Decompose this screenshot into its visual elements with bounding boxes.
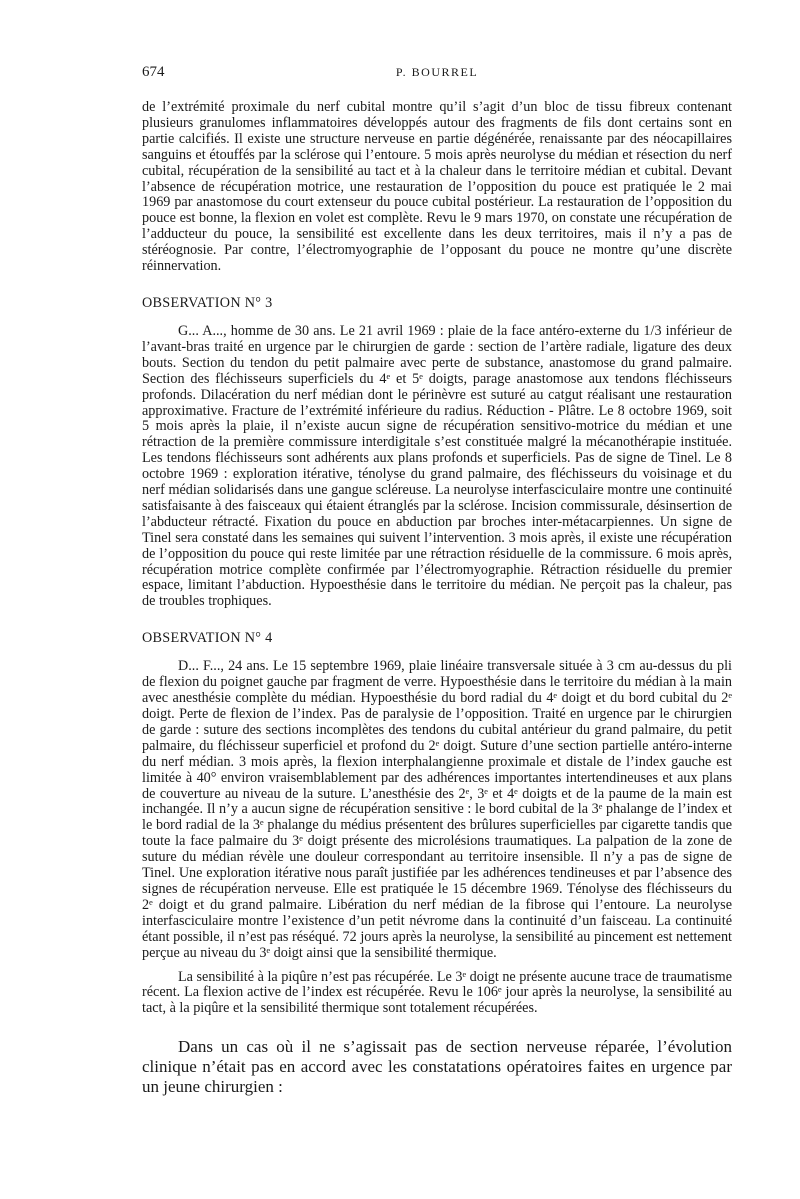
observation-3-heading: OBSERVATION N° 3 — [142, 294, 273, 311]
document-page — [142, 64, 732, 1097]
observation-4-paragraph-1: D... F..., 24 ans. Le 15 septembre 1969, plaie linéaire transversale située à 3 cm au-dessus du pli de flexion du poignet gauche par fragment de verre. Hypoesthésie dans le territoire du médian à la main avec anesthésie complète du médian. Hypoesthésie du bord radial du 4ᵉ doigt et du bord cubital du 2ᵉ doigt. Perte de flexion de l’index. Pas de paralysie de l’opposition. Traité en urgence par le chirurgien de garde : suture des sections incomplètes des tendons du cubital antérieur du grand palmaire, du petit palmaire, du fléchisseur superficiel et profond du 2ᵉ doigt. Suture d’une section partielle antéro-interne du nerf médian. 3 mois après, la flexion interphalangienne proximale et distale de l’index gauche est limitée à 40° environ vraisemblablement par des adhérences importantes intertendineuses et aux plans de couverture au niveau de la suture. L’anesthésie des 2ᵉ, 3ᵉ et 4ᵉ doigts et de la paume de la main est inchangée. Il n’y a aucun signe de récupération sensitive : le bord cubital de la 3ᵉ phalange de l’index et le bord radial de la 3ᵉ phalange du médius présentent des brûlures superficielles par cigarette tandis que toute la face palmaire du 3ᵉ doigt présente des microlésions traumatiques. La palpation de la zone de suture du médian révèle une douleur correspondant au territoire insensible. Il n’y a pas de signe de Tinel. Une exploration itérative nous paraît justifiée par les adhérences tendineuses et par l’absence des signes de récupération nerveuse. Elle est pratiquée le 15 décembre 1969. Ténolyse des fléchisseurs du 2ᵉ doigt et du grand palmaire. Libération du nerf médian de la fibrose qui l’entoure. La neurolyse interfasciculaire montre l’existence d’un petit névrome dans la continuité d’un faisceau. La continuité étant possible, il n’est pas réséqué. 72 jours après la neurolyse, la sensibilité au pincement est nettement perçue au niveau du 3ᵉ doigt ainsi que la sensibilité thermique. — [142, 658, 732, 961]
closing-paragraph: Dans un cas où il ne s’agissait pas de section nerveuse réparée, l’évolution clinique n’était pas en accord avec les constatations opératoires faites en urgence par un jeune chirurgien : — [142, 1037, 732, 1097]
running-title: P. BOURREL — [395, 65, 479, 79]
running-head — [142, 64, 732, 86]
page-number: 674 — [142, 64, 165, 80]
observation-4-heading: OBSERVATION N° 4 — [142, 630, 273, 647]
observation-3-paragraph: G... A..., homme de 30 ans. Le 21 avril 1969 : plaie de la face antéro-externe du 1/3 inférieur de l’avant-bras traité en urgence par le chirurgien de garde : section de l’artère radiale, ligature des deux bouts. Section du tendon du petit palmaire avec perte de substance, anastomose du grand palmaire. Section des fléchisseurs superficiels du 4ᵉ et 5ᵉ doigts, parage anastomose aux tendons fléchisseurs profonds. Dilacération du nerf médian dont le périnèvre est suturé au catgut réalisant une restauration approximative. Fracture de l’extrémité inférieure du radius. Réduction - Plâtre. Le 8 octobre 1969, soit 5 mois après la plaie, il n’existe aucun signe de récupération sensitivo-motrice du médian et une rétraction de la première commissure interdigitale s’est constituée malgré la mécanothérapie instituée. Les tendons fléchisseurs sont adhérents aux plans profonds et superficiels. Pas de signe de Tinel. Le 8 octobre 1969 : exploration itérative, ténolyse du grand palmaire, des fléchisseurs du voisinage et du nerf médian solidarisés dans une gangue scléreuse. La neurolyse interfasciculaire montre une continuité satisfaisante à des faisceaux qui étaient étranglés par la sclérose. Incision commissurale, désinsertion de l’abducteur rétracté. Fixation du pouce en abduction par broches inter-métacarpiennes. Un signe de Tinel sera constaté dans les semaines qui suivent l’intervention. 3 mois après, il existe une récupération de l’opposition du pouce qui reste limitée par une rétraction résiduelle de la commissure. 6 mois après, récupération motrice complète confirmée par l’électromyographie. Rétraction résiduelle du premier espace, limitant l’abduction. Hypoesthésie dans le territoire du médian. Ne perçoit pas la chaleur, pas de troubles trophiques. — [142, 322, 732, 610]
intro-paragraph: de l’extrémité proximale du nerf cubital montre qu’il s’agit d’un bloc de tissu fibreux contenant plusieurs granulomes inflammatoires développés autour des fragments de fils dont certains sont en partie calcifiés. Il existe une structure nerveuse en partie dégénérée, renaissante par des néocapillaires sanguins et étouffés par la sclérose qui l’entoure. 5 mois après neurolyse du médian et résection du nerf cubital, récupération de la sensibilité au tact et à la chaleur dans le territoire médian et cubital. Devant l’absence de récupération motrice, une restauration de l’opposition du pouce est pratiquée le 2 mai 1969 par anastomose du court extenseur du pouce cubital postérieur. La restauration de l’opposition du pouce est bonne, la flexion en volet est complète. Revu le 9 mars 1970, on constate une récupération de l’adducteur du pouce, la sensibilité est excellente dans les deux territoires, mais il n’y a pas de stéréognosie. Par contre, l’électromyographie de l’opposant du pouce ne montre qu’une discrète réinnervation. — [142, 99, 732, 275]
observation-4-paragraph-2: La sensibilité à la piqûre n’est pas récupérée. Le 3ᵉ doigt ne présente aucune trace de traumatisme récent. La flexion active de l’index est récupérée. Revu le 106ᵉ jour après la neurolyse, la sensibilité au tact, à la piqûre et la sensibilité thermique sont totalement récupérées. — [142, 968, 732, 1017]
